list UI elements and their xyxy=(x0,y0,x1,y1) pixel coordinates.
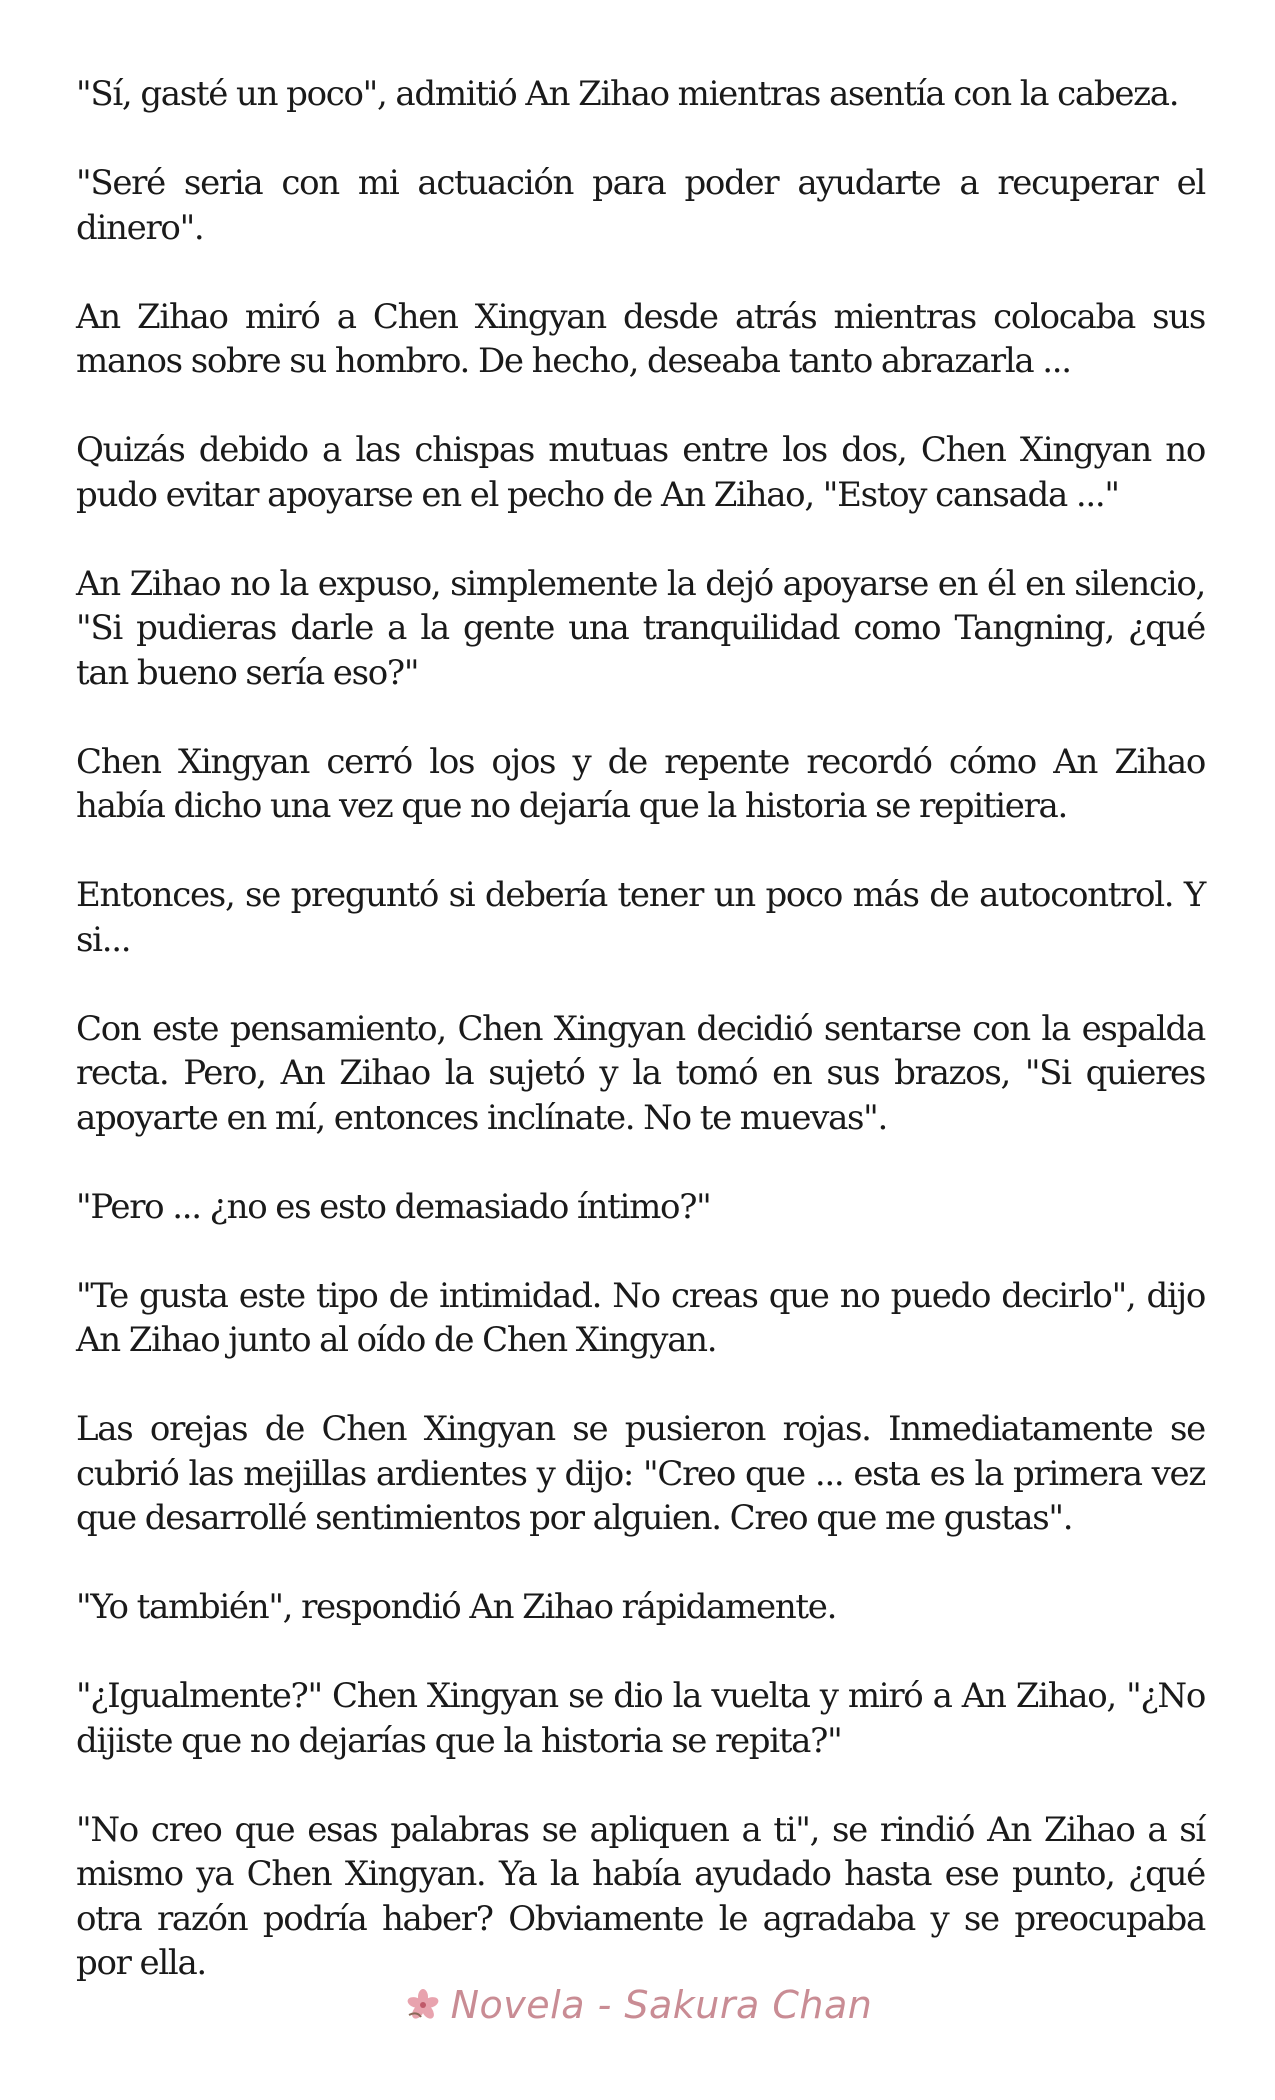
paragraph: "No creo que esas palabras se apliquen a ti", se rindió An Zihao a sí mismo ya Chen Xingyan. Ya la había ayudado hasta ese punto, ¿qué otra razón podría haber? Obviamente le agradaba y se preocupaba por ella. xyxy=(76,1809,1205,1983)
watermark xyxy=(0,1975,1275,2035)
paragraph: Con este pensamiento, Chen Xingyan decidió sentarse con la espalda recta. Pero, An Zihao la sujetó y la tomó en sus brazos, "Si quieres apoyarte en mí, entonces inclínate. No te muevas". xyxy=(76,1008,1205,1138)
watermark-text: Novela - Sakura Chan xyxy=(450,1983,873,2027)
paragraph: Entonces, se preguntó si debería tener un poco más de autocontrol. Y si... xyxy=(76,875,1205,960)
paragraph: "Pero ... ¿no es esto demasiado íntimo?" xyxy=(76,1186,711,1227)
sakura-flower-icon xyxy=(403,1985,443,2025)
paragraph: An Zihao miró a Chen Xingyan desde atrás mientras colocaba sus manos sobre su hombro. De hecho, deseaba tanto abrazarla ... xyxy=(76,296,1205,381)
paragraph: "Te gusta este tipo de intimidad. No creas que no puedo decirlo", dijo An Zihao junto al oído de Chen Xingyan. xyxy=(76,1275,1205,1360)
paragraph: "Yo también", respondió An Zihao rápidamente. xyxy=(76,1587,837,1627)
paragraph: Las orejas de Chen Xingyan se pusieron rojas. Inmediatamente se cubrió las mejillas ardientes y dijo: "Creo que ... esta es la primera vez que desarrollé sentimientos por alguien. Creo que me gustas". xyxy=(76,1409,1205,1538)
paragraph: "Sí, gasté un poco", admitió An Zihao mientras asentía con la cabeza. xyxy=(76,74,1179,114)
paragraph: Quizás debido a las chispas mutuas entre los dos, Chen Xingyan no pudo evitar apoyarse en el pecho de An Zihao, "Estoy cansada ..." xyxy=(76,430,1205,515)
paragraph: "Seré seria con mi actuación para poder ayudarte a recuperar el dinero". xyxy=(76,163,1205,248)
paragraph: Chen Xingyan cerró los ojos y de repente recordó cómo An Zihao había dicho una vez que no dejaría que la historia se repitiera. xyxy=(76,741,1205,826)
paragraph: An Zihao no la expuso, simplemente la dejó apoyarse en él en silencio, "Si pudieras darle a la gente una tranquilidad como Tangning, ¿qué tan bueno sería eso?" xyxy=(76,563,1205,693)
paragraph: "¿Igualmente?" Chen Xingyan se dio la vuelta y miró a An Zihao, "¿No dijiste que no dejarías que la historia se repita?" xyxy=(76,1676,1205,1761)
